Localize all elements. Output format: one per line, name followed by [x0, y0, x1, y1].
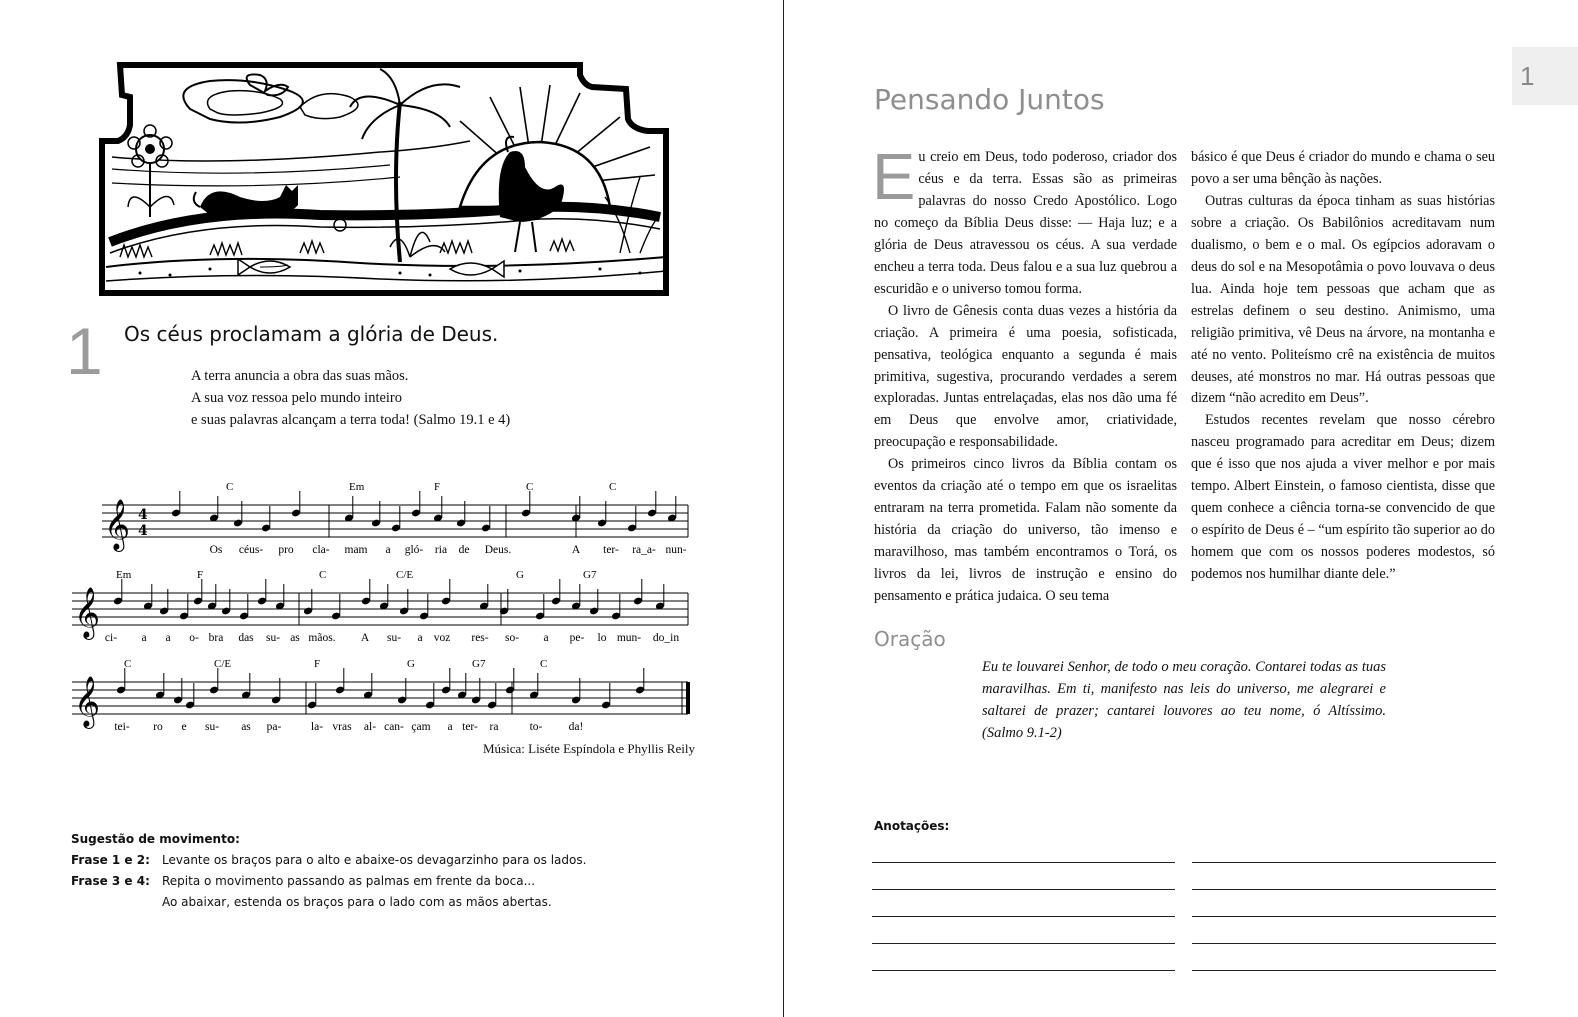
note-line — [1192, 889, 1496, 890]
movement-suggestion — [71, 829, 586, 913]
note-line — [872, 889, 1175, 890]
verse-line: A sua voz ressoa pelo mundo inteiro — [191, 390, 403, 406]
lyric-syllable: mam — [344, 544, 368, 556]
movement-row — [71, 850, 586, 871]
lyric-syllable: A — [571, 544, 581, 556]
movement-row-label: Frase 3 e 4: — [71, 874, 150, 888]
time-signature-top: 4 — [138, 507, 148, 523]
chord-symbol: G — [516, 569, 524, 581]
chord-symbol: C — [526, 481, 534, 493]
movement-row-text: Ao abaixar, estenda os braços para o lado com as mãos abertas. — [162, 895, 552, 909]
lyric-syllable: al- — [363, 721, 377, 733]
chord-symbol: C — [319, 569, 327, 581]
prayer-text: Eu te louvarei Senhor, de todo o meu coração. Contarei todas as tuas maravilhas. Em ti, manifesto nas leis do universo, me alegrarei e saltarei de prazer; cantarei louvores ao teu nome, ó Altíssimo. (Salmo 9.1-2) — [982, 659, 1386, 741]
treble-clef-icon: 𝄞 — [104, 499, 131, 550]
lyric-syllable: a — [165, 632, 171, 644]
chord-symbol: C — [226, 481, 234, 493]
note-line — [1192, 943, 1496, 944]
song-title: Os céus proclamam a glória de Deus. — [124, 322, 499, 346]
lyric-syllable: a — [447, 721, 453, 733]
note-line — [872, 916, 1175, 917]
movement-row-text: Levante os braços para o alto e abaixe-os devagarzinho para os lados. — [162, 853, 587, 867]
lyric-syllable: so- — [504, 632, 520, 644]
chord-symbol: C/E — [396, 569, 414, 581]
verse-line: A terra anuncia a obra das suas mãos. — [191, 368, 409, 384]
lyric-syllable: bra — [208, 632, 224, 644]
note-line — [1192, 916, 1496, 917]
lyric-syllable: su- — [204, 721, 220, 733]
chord-symbol: C — [540, 658, 548, 670]
chord-symbol: F — [314, 658, 321, 670]
lyric-syllable: e — [181, 721, 187, 733]
treble-clef-icon: 𝄞 — [74, 587, 101, 638]
lyric-syllable: Deus. — [484, 544, 512, 556]
note-line — [872, 943, 1175, 944]
lyric-syllable: o- — [189, 632, 199, 644]
drop-cap: E — [872, 140, 916, 213]
lyric-syllable: mãos. — [308, 632, 336, 644]
paragraph: Outras culturas da época tinham as suas histórias sobre a criação. Os Babilônios acreditavam num dualismo, o bem e o mal. Os egípcios adoravam o deus do sol e na Mesopotâmia o povo louvava o deus lua. Ainda hoje tem pessoas que acham que as estrelas definem o seu destino. Animismo, uma religião primitiva, vê Deus na árvore, na montanha e até no vento. Politeísmo crê na existência de muitos deuses, até monstros no mar. Há outras pessoas que dizem “não acredito em Deus”. — [1191, 192, 1495, 407]
lyric-syllable: céus- — [238, 544, 264, 556]
lyric-syllable: ria — [434, 544, 448, 556]
note-line — [872, 970, 1175, 971]
verse-line: e suas palavras alcançam a terra toda! (Salmo 19.1 e 4) — [191, 412, 511, 428]
note-line — [1192, 970, 1496, 971]
lyric-syllable: A — [360, 632, 370, 644]
chord-symbol: G — [407, 658, 415, 670]
song-verse — [191, 365, 510, 431]
lyric-syllable: pa- — [266, 721, 282, 733]
paragraph — [872, 140, 1177, 301]
paragraph: O livro de Gênesis conta duas vezes a história da criação. A primeira é uma poesia, sofisticada, pensativa, teológica enquanto a segunda é mais primitiva, sugestiva, procurando verdades a serem exploradas. Juntas entrelaçadas, elas nos dão uma fé em Deus que envolve amor, criatividade, preocupação e responsabilidade. — [874, 302, 1177, 451]
movement-row-text: Repita o movimento passando as palmas em frente da boca... — [162, 874, 536, 888]
chord-symbol: C — [609, 481, 617, 493]
paragraph-text: u creio em Deus, todo poderoso, criador dos céus e da terra. Essas são as primeiras palavras do nosso Credo Apostólico. Logo no começo da Bíblia Deus disse: — Haja luz; e a glória de Deus atravessou os céus. A sua verdade encheu a terra toda. Deus falou e a sua luz quebrou a escuridão e o universo tomou forma. — [874, 149, 1177, 297]
paragraph: Os primeiros cinco livros da Bíblia contam os eventos da criação até o tempo em que os israelitas entraram na terra prometida. Falam não somente da história da criação do universo, tão imenso e maravilhoso, mas também encontramos o Torá, os livros da lei, livros de instrução e ensino do pensamento e prática judaica. O seu tema — [874, 456, 1177, 605]
lyric-syllable: a — [141, 632, 147, 644]
lyric-syllable: ter- — [462, 721, 478, 733]
lyric-syllable: su- — [265, 632, 281, 644]
lyric-syllable: voz — [433, 632, 451, 644]
time-signature-bottom: 4 — [138, 523, 148, 539]
lyric-syllable: da! — [568, 721, 584, 733]
left-page — [0, 0, 783, 1017]
lyric-syllable: ro — [153, 721, 163, 733]
lyric-syllable: vras — [332, 721, 352, 733]
chord-symbol: C/E — [214, 658, 232, 670]
paragraph: básico é que Deus é criador do mundo e chama o seu povo a ser uma bênção às nações. — [1191, 149, 1495, 187]
notes-label: Anotações: — [874, 819, 950, 833]
section-heading: Pensando Juntos — [874, 83, 1105, 116]
right-page — [784, 0, 1578, 1017]
chord-symbol: F — [197, 569, 204, 581]
chord-symbol: Em — [116, 569, 132, 581]
movement-row — [71, 892, 586, 913]
lyric-syllable: de — [458, 544, 470, 556]
chord-symbol: C — [124, 658, 132, 670]
lyric-syllable: as — [241, 721, 251, 733]
lyric-syllable: as — [290, 632, 300, 644]
lyric-syllable: do_in — [652, 632, 680, 644]
creation-illustration — [100, 57, 668, 297]
lyric-syllable: la- — [310, 721, 324, 733]
lyric-syllable: nun- — [665, 544, 687, 556]
movement-row — [71, 871, 586, 892]
lyric-syllable: cla- — [312, 544, 330, 556]
lyric-syllable: pro — [278, 544, 294, 556]
lyric-syllable: can- — [384, 721, 404, 733]
text-column-left — [872, 140, 1177, 608]
music-score — [66, 450, 706, 733]
text-column-right — [1191, 147, 1495, 586]
page-number: 1 — [1520, 61, 1535, 91]
movement-title: Sugestão de movimento: — [71, 832, 240, 846]
paragraph: Estudos recentes revelam que nosso cérebro nasceu programado para acreditar em Deus; dizem que é isso que nos ajuda a viver melhor e por mais tempo. Albert Einstein, o famoso cientista, disse que quem conhece a ciência torna-se convencido de que o espírito de Deus é – “um espírito tão superior ao do homem que com os nossos poderes modestos, só podemos nos humilhar diante dele.” — [1191, 412, 1495, 583]
movement-row-label: Frase 1 e 2: — [71, 853, 150, 867]
lyric-syllable: su- — [386, 632, 402, 644]
lyric-syllable: a — [385, 544, 391, 556]
lyric-syllable: a — [417, 632, 423, 644]
chord-symbol: F — [434, 481, 441, 493]
chord-symbol: Em — [349, 481, 365, 493]
lyric-syllable: çam — [411, 721, 431, 733]
lyric-syllable: gló- — [404, 544, 424, 556]
prayer-heading: Oração — [874, 627, 946, 651]
lyric-syllable: ci- — [104, 632, 118, 644]
music-credit: Música: Liséte Espíndola e Phyllis Reily — [483, 741, 695, 756]
treble-clef-icon: 𝄞 — [74, 676, 101, 727]
lyric-syllable: a — [543, 632, 549, 644]
lyric-syllable: ra — [489, 721, 499, 733]
chord-symbol: G7 — [472, 658, 486, 670]
lyric-syllable: res- — [471, 632, 489, 644]
lyric-syllable: ra_a- — [632, 544, 656, 556]
lyric-syllable: to- — [529, 721, 543, 733]
chord-symbol: G7 — [583, 569, 597, 581]
song-number: 1 — [66, 314, 103, 388]
note-line — [872, 862, 1175, 863]
lyric-syllable: mun- — [616, 632, 642, 644]
lyric-syllable: ter- — [603, 544, 619, 556]
lyric-syllable: lo — [597, 632, 607, 644]
lyric-syllable: pe- — [569, 632, 585, 644]
movement-row-label — [71, 892, 162, 913]
lyric-syllable: das — [238, 632, 254, 644]
lyric-syllable: Os — [209, 544, 223, 556]
note-line — [1192, 862, 1496, 863]
lyric-syllable: tei- — [114, 721, 130, 733]
